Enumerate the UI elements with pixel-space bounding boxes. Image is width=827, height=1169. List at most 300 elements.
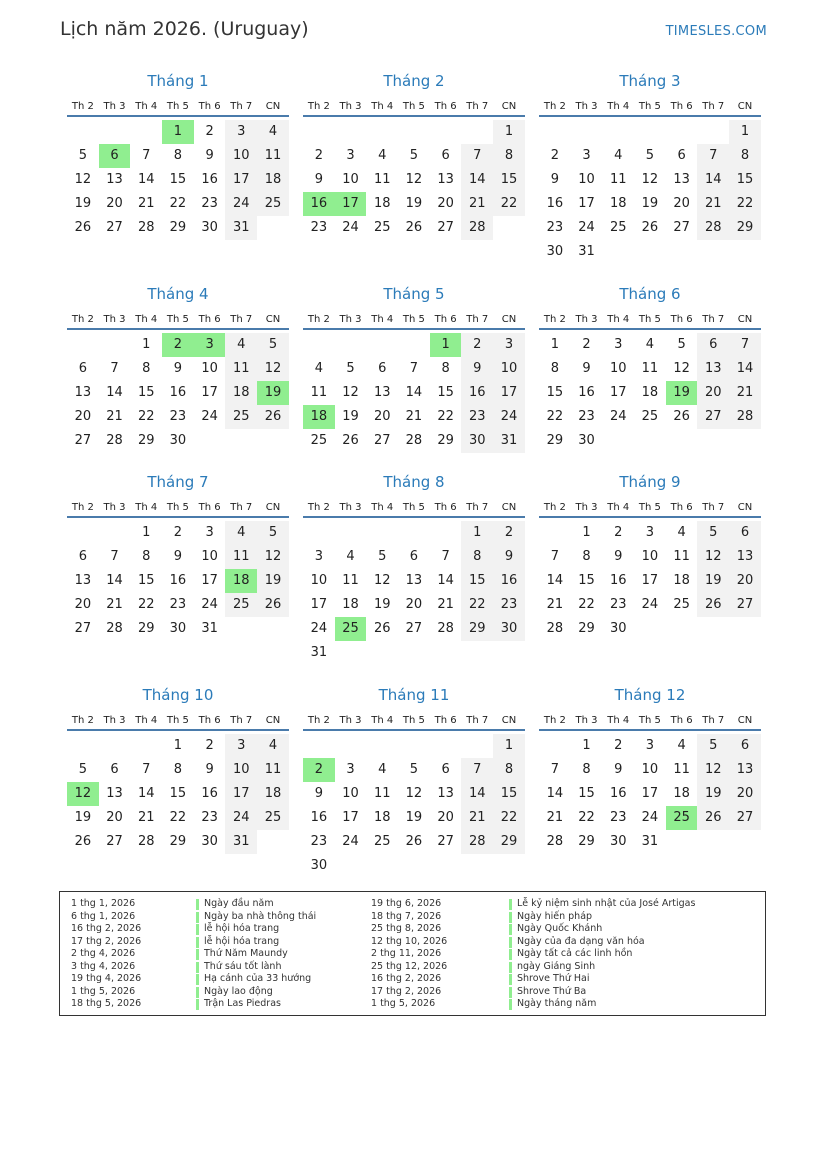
day-cell: 25 xyxy=(673,597,690,612)
day-cell: 12 xyxy=(405,172,423,187)
day-cell: 20 xyxy=(405,597,423,612)
month-calendar xyxy=(539,473,761,641)
day-cell: 14 xyxy=(106,385,123,400)
day-cell: 4 xyxy=(257,120,289,144)
day-cell: 9 xyxy=(314,786,323,801)
day-cell: 10 xyxy=(641,762,659,777)
day-cell: 17 xyxy=(641,573,659,588)
day-cell: 29 xyxy=(169,834,187,849)
weekday-label: Th 4 xyxy=(135,314,158,325)
day-cell: 20 xyxy=(729,782,761,806)
empty-cell xyxy=(335,734,367,758)
day-cell: 18 xyxy=(641,385,659,400)
weekday-label: Th 2 xyxy=(543,715,566,726)
legend-marker xyxy=(196,999,199,1010)
day-cell: 9 xyxy=(205,148,214,163)
weekday-label: Th 6 xyxy=(670,502,693,513)
day-cell: 30 xyxy=(609,621,627,636)
day-cell: 15 xyxy=(729,168,761,192)
day-cell: 11 xyxy=(373,172,391,187)
empty-cell xyxy=(335,521,367,545)
legend-marker xyxy=(509,949,512,960)
day-cell: 18 xyxy=(673,786,690,801)
weekday-label: Th 4 xyxy=(135,715,158,726)
day-cell: 26 xyxy=(673,409,690,424)
empty-cell xyxy=(539,734,571,758)
day-cell: 29 xyxy=(137,433,155,448)
day-cell: 2 xyxy=(582,337,591,352)
weekday-label: Th 6 xyxy=(198,314,221,325)
day-grid xyxy=(303,734,525,878)
legend-date: 16 thg 2, 2026 xyxy=(71,923,142,934)
day-cell: 17 xyxy=(310,597,328,612)
month-calendar xyxy=(303,473,525,665)
weekday-label: Th 7 xyxy=(466,715,489,726)
day-cell: 22 xyxy=(729,192,761,216)
day-cell: 26 xyxy=(405,834,423,849)
legend-date: 3 thg 4, 2026 xyxy=(71,960,136,972)
holiday-day-cell: 16 xyxy=(303,192,335,216)
legend-holiday-name: Thứ Năm Maundy xyxy=(204,948,288,959)
month-calendar xyxy=(303,686,525,878)
day-cell: 31 xyxy=(225,830,257,854)
month-title: Tháng 6 xyxy=(619,285,681,303)
day-cell: 13 xyxy=(106,172,123,187)
weekday-label: Th 4 xyxy=(371,101,394,112)
day-cell: 4 xyxy=(225,333,257,357)
day-cell: 30 xyxy=(169,621,187,636)
day-cell: 27 xyxy=(74,621,92,636)
day-cell: 14 xyxy=(405,385,423,400)
empty-cell xyxy=(303,734,335,758)
day-cell: 1 xyxy=(493,120,525,144)
day-cell: 5 xyxy=(78,148,87,163)
month-calendar xyxy=(67,473,289,641)
day-cell: 7 xyxy=(441,549,450,564)
day-cell: 29 xyxy=(493,830,525,854)
day-cell: 13 xyxy=(74,573,92,588)
day-cell: 26 xyxy=(257,593,289,617)
day-cell: 23 xyxy=(169,409,187,424)
day-cell: 4 xyxy=(378,148,387,163)
day-cell: 11 xyxy=(310,385,328,400)
day-cell: 2 xyxy=(614,738,623,753)
day-cell: 27 xyxy=(673,220,690,235)
weekday-label: Th 6 xyxy=(434,502,457,513)
empty-cell xyxy=(130,120,162,144)
day-cell: 12 xyxy=(373,573,391,588)
legend-date: 19 thg 6, 2026 xyxy=(371,898,442,909)
day-cell: 4 xyxy=(677,738,686,753)
day-cell: 29 xyxy=(461,617,493,641)
day-cell: 18 xyxy=(373,810,391,825)
weekday-label: Th 2 xyxy=(307,314,330,325)
day-cell: 9 xyxy=(461,357,493,381)
day-cell: 5 xyxy=(697,734,729,758)
day-cell: 9 xyxy=(314,172,323,187)
weekday-label: Th 7 xyxy=(466,101,489,112)
day-cell: 2 xyxy=(614,525,623,540)
day-cell: 21 xyxy=(106,409,123,424)
day-cell: 8 xyxy=(550,361,559,376)
day-cell: 27 xyxy=(74,433,92,448)
empty-cell xyxy=(539,521,571,545)
day-cell: 22 xyxy=(493,192,525,216)
day-cell: 13 xyxy=(74,385,92,400)
day-cell: 3 xyxy=(346,762,355,777)
empty-cell xyxy=(398,333,430,357)
day-cell: 9 xyxy=(582,361,591,376)
day-cell: 6 xyxy=(110,762,119,777)
weekday-label: Th 2 xyxy=(307,101,330,112)
day-cell: 21 xyxy=(461,192,493,216)
holiday-day-cell: 25 xyxy=(335,617,367,641)
day-cell: 6 xyxy=(441,148,450,163)
site-link[interactable]: TIMESLES.COM xyxy=(665,24,767,39)
day-cell: 1 xyxy=(550,337,559,352)
legend-marker xyxy=(196,924,199,935)
day-cell: 7 xyxy=(110,549,119,564)
empty-cell xyxy=(67,734,99,758)
day-cell: 7 xyxy=(550,762,559,777)
day-cell: 20 xyxy=(106,810,123,825)
day-cell: 7 xyxy=(729,333,761,357)
day-cell: 24 xyxy=(578,220,595,235)
legend-holiday-name: ngày Giáng Sinh xyxy=(517,960,596,972)
day-cell: 4 xyxy=(225,521,257,545)
day-cell: 31 xyxy=(578,244,595,259)
day-cell: 23 xyxy=(201,810,218,825)
weekday-label: Th 5 xyxy=(638,715,661,726)
legend-date: 1 thg 5, 2026 xyxy=(71,985,136,997)
weekday-label: Th 2 xyxy=(543,502,566,513)
empty-cell xyxy=(366,521,398,545)
day-cell: 12 xyxy=(673,361,690,376)
day-cell: 16 xyxy=(609,786,627,801)
day-cell: 11 xyxy=(673,549,690,564)
day-cell: 7 xyxy=(110,361,119,376)
weekday-header xyxy=(539,493,761,518)
day-cell: 11 xyxy=(257,758,289,782)
day-cell: 22 xyxy=(578,810,595,825)
holiday-day-cell: 18 xyxy=(303,405,335,429)
legend-date: 12 thg 10, 2026 xyxy=(371,935,448,947)
day-cell: 13 xyxy=(437,786,454,801)
day-grid xyxy=(539,120,761,264)
weekday-label: Th 7 xyxy=(702,502,725,513)
day-cell: 3 xyxy=(645,738,655,753)
weekday-label: Th 4 xyxy=(607,101,630,112)
month-title: Tháng 12 xyxy=(614,686,686,704)
day-cell: 7 xyxy=(409,361,419,376)
empty-cell xyxy=(99,120,131,144)
legend-marker xyxy=(509,912,512,923)
day-cell: 9 xyxy=(614,762,623,777)
day-cell: 30 xyxy=(578,433,595,448)
day-cell: 21 xyxy=(546,810,564,825)
day-cell: 3 xyxy=(582,148,591,163)
day-cell: 22 xyxy=(578,597,595,612)
weekday-label: Th 5 xyxy=(166,715,189,726)
day-cell: 23 xyxy=(461,405,493,429)
weekday-header xyxy=(303,92,525,117)
legend-date: 25 thg 8, 2026 xyxy=(371,923,442,934)
holiday-day-cell: 2 xyxy=(303,758,335,782)
day-cell: 2 xyxy=(205,738,214,753)
legend-holiday-name: Hạ cánh của 33 hướng xyxy=(204,973,312,984)
day-cell: 10 xyxy=(225,758,257,782)
day-cell: 15 xyxy=(437,385,454,400)
day-cell: 5 xyxy=(78,762,87,777)
day-cell: 29 xyxy=(137,621,155,636)
day-cell: 27 xyxy=(106,220,123,235)
day-cell: 12 xyxy=(257,357,289,381)
day-cell: 24 xyxy=(342,220,359,235)
legend-holiday-name: Ngày lao động xyxy=(204,985,273,997)
empty-cell xyxy=(303,521,335,545)
day-cell: 26 xyxy=(74,834,92,849)
day-cell: 22 xyxy=(546,409,564,424)
legend-date: 2 thg 11, 2026 xyxy=(371,948,442,959)
day-cell: 15 xyxy=(578,573,595,588)
empty-cell xyxy=(335,333,367,357)
weekday-label: Th 6 xyxy=(670,101,693,112)
weekday-label: Th 3 xyxy=(575,314,598,325)
day-cell: 8 xyxy=(441,361,450,376)
day-cell: 1 xyxy=(142,337,151,352)
day-cell: 16 xyxy=(546,196,564,211)
day-cell: 16 xyxy=(493,569,525,593)
legend-holiday-name: Ngày Quốc Khánh xyxy=(517,923,603,934)
weekday-label: Th 3 xyxy=(339,502,362,513)
weekday-label: Th 3 xyxy=(103,101,126,112)
legend-holiday-name: Shrove Thứ Ba xyxy=(517,985,587,997)
month-title: Tháng 1 xyxy=(147,72,209,90)
holiday-day-cell: 19 xyxy=(257,381,289,405)
weekday-label: Th 3 xyxy=(339,715,362,726)
weekday-label: Th 5 xyxy=(402,715,425,726)
day-cell: 2 xyxy=(205,124,214,139)
day-cell: 9 xyxy=(493,545,525,569)
holiday-day-cell: 3 xyxy=(194,333,226,357)
day-cell: 7 xyxy=(461,144,493,168)
day-cell: 24 xyxy=(641,810,659,825)
weekday-label: Th 5 xyxy=(166,314,189,325)
empty-cell xyxy=(430,734,462,758)
day-cell: 27 xyxy=(729,593,761,617)
weekday-header xyxy=(539,305,761,330)
day-cell: 23 xyxy=(169,597,187,612)
day-cell: 8 xyxy=(173,148,183,163)
legend-marker xyxy=(196,912,199,923)
day-cell: 30 xyxy=(169,433,187,448)
holiday-day-cell: 12 xyxy=(67,782,99,806)
day-cell: 20 xyxy=(673,196,690,211)
day-cell: 19 xyxy=(405,810,423,825)
day-cell: 26 xyxy=(257,405,289,429)
weekday-label: Th 3 xyxy=(339,101,362,112)
day-cell: 16 xyxy=(169,573,187,588)
weekday-label: Th 2 xyxy=(307,502,330,513)
day-cell: 14 xyxy=(546,573,564,588)
legend-marker xyxy=(509,999,512,1010)
day-cell: 28 xyxy=(106,433,123,448)
day-cell: 5 xyxy=(645,148,655,163)
legend-date: 18 thg 5, 2026 xyxy=(71,998,142,1009)
month-calendar xyxy=(303,72,525,240)
empty-cell xyxy=(430,120,462,144)
weekday-label: Th 7 xyxy=(702,101,725,112)
day-cell: 28 xyxy=(137,834,155,849)
weekday-label: CN xyxy=(265,715,281,726)
day-cell: 31 xyxy=(641,834,659,849)
day-cell: 28 xyxy=(546,834,564,849)
day-cell: 15 xyxy=(546,385,564,400)
day-cell: 6 xyxy=(409,549,419,564)
legend-marker xyxy=(509,962,512,973)
day-cell: 28 xyxy=(405,433,423,448)
month-title: Tháng 2 xyxy=(383,72,445,90)
weekday-label: CN xyxy=(501,101,517,112)
weekday-header xyxy=(67,706,289,731)
day-cell: 6 xyxy=(677,148,686,163)
day-cell: 12 xyxy=(697,545,729,569)
month-title: Tháng 11 xyxy=(378,686,450,704)
day-cell: 5 xyxy=(409,762,419,777)
day-cell: 8 xyxy=(142,361,151,376)
weekday-header xyxy=(539,706,761,731)
day-cell: 10 xyxy=(225,144,257,168)
day-cell: 30 xyxy=(493,617,525,641)
day-cell: 19 xyxy=(342,409,359,424)
month-calendar xyxy=(539,285,761,453)
legend-date: 25 thg 12, 2026 xyxy=(371,960,448,972)
legend-marker xyxy=(196,899,199,910)
day-cell: 17 xyxy=(609,385,627,400)
day-cell: 6 xyxy=(441,762,450,777)
legend-marker xyxy=(196,937,199,948)
day-cell: 15 xyxy=(137,385,155,400)
day-cell: 13 xyxy=(673,172,690,187)
weekday-label: CN xyxy=(265,502,281,513)
day-cell: 4 xyxy=(614,148,623,163)
day-grid xyxy=(303,333,525,453)
weekday-label: CN xyxy=(737,502,753,513)
month-title: Tháng 8 xyxy=(383,473,445,491)
day-cell: 24 xyxy=(493,405,525,429)
day-grid xyxy=(539,333,761,453)
day-cell: 6 xyxy=(697,333,729,357)
day-cell: 13 xyxy=(729,545,761,569)
day-cell: 16 xyxy=(461,381,493,405)
weekday-label: CN xyxy=(737,314,753,325)
legend-date: 16 thg 2, 2026 xyxy=(371,973,442,984)
day-cell: 28 xyxy=(546,621,564,636)
weekday-label: Th 4 xyxy=(607,502,630,513)
day-cell: 22 xyxy=(461,593,493,617)
day-cell: 18 xyxy=(342,597,359,612)
day-cell: 3 xyxy=(645,525,655,540)
day-cell: 13 xyxy=(106,786,123,801)
day-cell: 23 xyxy=(578,409,595,424)
empty-cell xyxy=(99,521,131,545)
legend-marker xyxy=(509,987,512,998)
day-cell: 3 xyxy=(225,120,257,144)
day-cell: 27 xyxy=(405,621,423,636)
day-cell: 12 xyxy=(641,172,659,187)
holiday-day-cell: 25 xyxy=(666,806,698,830)
legend-holiday-name: Ngày của đa dạng văn hóa xyxy=(517,935,645,947)
day-cell: 26 xyxy=(697,593,729,617)
day-cell: 31 xyxy=(225,216,257,240)
day-cell: 26 xyxy=(342,433,359,448)
weekday-label: Th 4 xyxy=(607,715,630,726)
legend-holiday-name: Trận Las Piedras xyxy=(204,998,281,1009)
weekday-label: Th 5 xyxy=(402,101,425,112)
month-title: Tháng 4 xyxy=(147,285,209,303)
day-cell: 22 xyxy=(137,409,155,424)
legend-marker xyxy=(509,899,512,910)
day-cell: 13 xyxy=(405,573,423,588)
weekday-label: Th 2 xyxy=(71,101,94,112)
empty-cell xyxy=(366,734,398,758)
day-cell: 28 xyxy=(106,621,123,636)
day-cell: 10 xyxy=(578,172,595,187)
holiday-day-cell: 18 xyxy=(225,569,257,593)
weekday-label: Th 2 xyxy=(71,314,94,325)
empty-cell xyxy=(398,120,430,144)
holiday-day-cell: 1 xyxy=(162,120,194,144)
day-cell: 28 xyxy=(729,405,761,429)
day-cell: 22 xyxy=(169,196,187,211)
legend-holiday-name: lễ hội hóa trang xyxy=(204,935,280,947)
legend-date: 17 thg 2, 2026 xyxy=(371,985,442,997)
legend-date: 18 thg 7, 2026 xyxy=(371,910,442,922)
day-cell: 14 xyxy=(461,782,493,806)
day-cell: 30 xyxy=(546,244,564,259)
day-cell: 2 xyxy=(314,148,323,163)
day-grid xyxy=(67,333,289,453)
day-cell: 26 xyxy=(697,806,729,830)
weekday-label: CN xyxy=(501,502,517,513)
day-cell: 30 xyxy=(201,220,218,235)
day-cell: 19 xyxy=(74,196,92,211)
weekday-label: Th 6 xyxy=(198,715,221,726)
empty-cell xyxy=(99,333,131,357)
day-cell: 14 xyxy=(137,172,155,187)
day-cell: 22 xyxy=(169,810,187,825)
day-cell: 28 xyxy=(437,621,454,636)
day-cell: 15 xyxy=(461,569,493,593)
day-cell: 28 xyxy=(461,830,493,854)
day-cell: 10 xyxy=(310,573,328,588)
day-cell: 1 xyxy=(461,521,493,545)
day-cell: 15 xyxy=(578,786,595,801)
day-cell: 1 xyxy=(582,738,591,753)
weekday-label: Th 5 xyxy=(402,314,425,325)
day-cell: 14 xyxy=(697,168,729,192)
day-cell: 24 xyxy=(342,834,359,849)
weekday-header xyxy=(67,305,289,330)
day-cell: 8 xyxy=(461,545,493,569)
day-cell: 14 xyxy=(106,573,123,588)
weekday-label: Th 7 xyxy=(466,314,489,325)
day-cell: 1 xyxy=(173,738,183,753)
weekday-label: CN xyxy=(501,715,517,726)
day-cell: 21 xyxy=(461,806,493,830)
day-cell: 20 xyxy=(437,810,454,825)
day-cell: 27 xyxy=(106,834,123,849)
